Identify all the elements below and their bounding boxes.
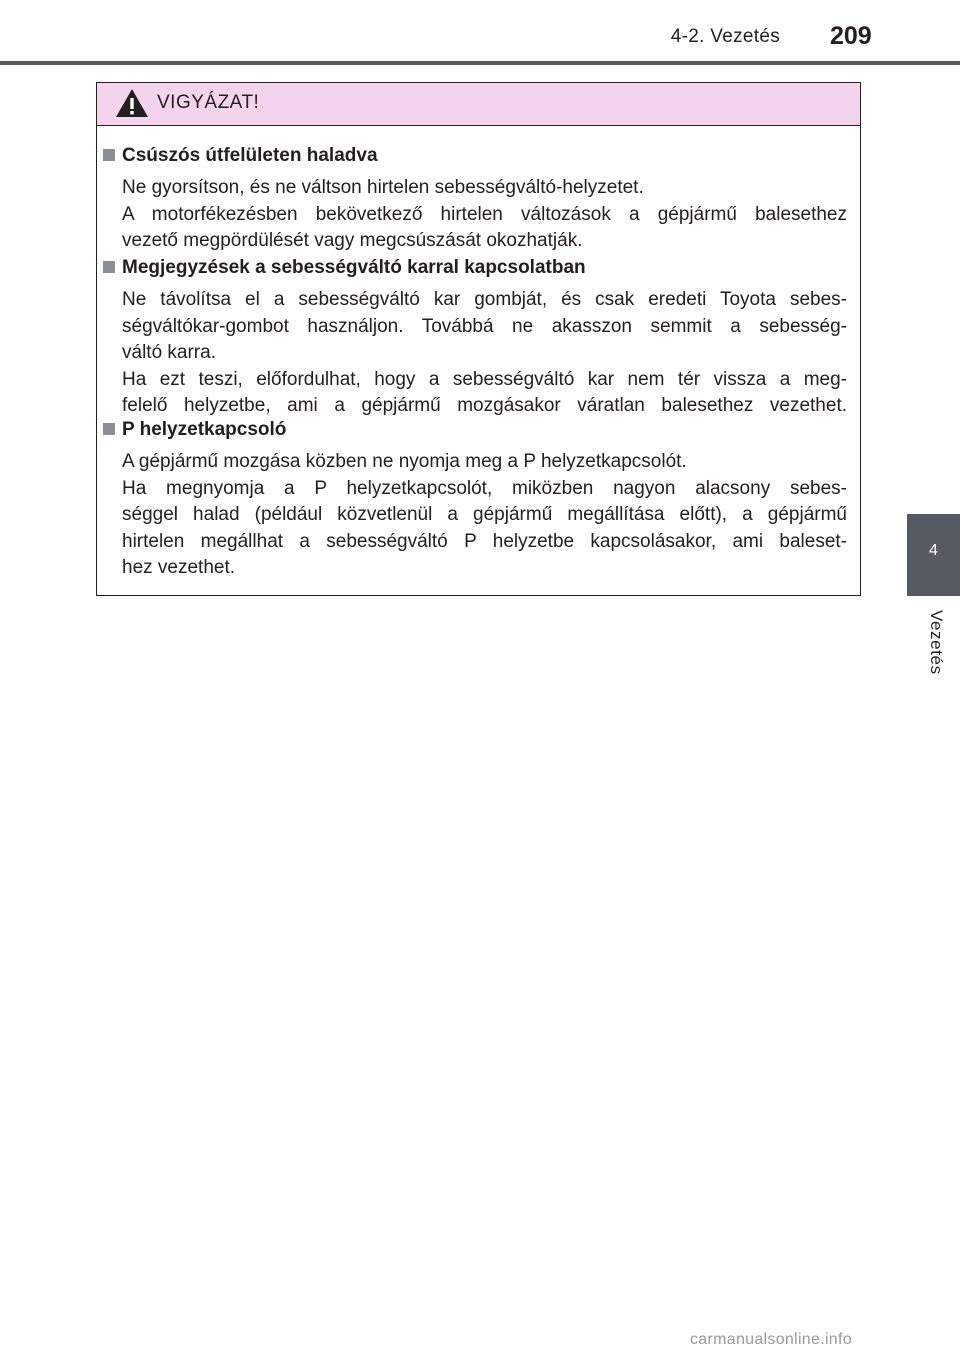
text-line: Ha megnyomja a P helyzetkapcsolót, miközben nagyon alacsony sebes- [122,477,847,499]
text-line: vezető megpördülését vagy megcsúszását okozhatják. [122,230,583,251]
square-bullet-icon [103,149,115,161]
text-line: ségváltókar-gombot használjon. Továbbá ne akasszon semmit a sebesség- [122,315,847,337]
text-line: A motorfékezésben bekövetkező hirtelen változások a gépjármű balesethez [122,203,847,225]
paragraph [122,175,847,255]
chapter-tab [907,514,960,596]
warning-triangle-icon [115,88,149,118]
section-title: 4-2. Vezetés [670,26,780,47]
text-line: váltó karra. [122,342,216,363]
page-number: 209 [830,22,872,50]
square-bullet-icon [103,261,115,273]
header-divider [0,61,960,65]
section-heading [97,257,862,283]
warning-title: VIGYÁZAT! [157,92,260,113]
chapter-label-text: Vezetés [927,610,946,675]
section-heading-text: Csúszós útfelületen haladva [122,145,378,166]
paragraph [122,449,847,582]
warning-section-slippery-road [97,145,862,255]
warning-header [97,83,860,126]
warning-box [96,82,861,596]
paragraph [122,287,847,420]
watermark: carmanualsonline.info [690,1331,852,1348]
text-line: A gépjármű mozgása közben ne nyomja meg a P helyzetkapcsolót. [122,451,687,472]
chapter-tab-number: 4 [929,542,938,559]
text-line: hirtelen megállhat a sebességváltó P helyzetbe kapcsolásakor, ami baleset- [122,530,847,552]
text-line: Ne távolítsa el a sebességváltó kar gombját, és csak eredeti Toyota sebes- [122,289,847,310]
section-heading-text: Megjegyzések a sebességváltó karral kapcsolatban [122,257,586,278]
warning-section-p-switch [97,419,862,582]
section-heading-text: P helyzetkapcsoló [122,419,287,440]
text-line: Ne gyorsítson, és ne váltson hirtelen sebességváltó-helyzetet. [122,177,644,198]
section-heading [97,145,862,171]
text-line: séggel halad (például közvetlenül a gépjármű megállítása előtt), a gépjármű [122,504,847,525]
text-line: hez vezethet. [122,557,236,578]
text-line: felelő helyzetbe, ami a gépjármű mozgásakor váratlan balesethez vezethet. [122,395,847,416]
text-line: Ha ezt teszi, előfordulhat, hogy a sebességváltó kar nem tér vissza a meg- [122,368,847,390]
chapter-label [906,610,946,690]
section-heading [97,419,862,445]
warning-section-shift-lever [97,257,862,420]
square-bullet-icon [103,423,115,435]
